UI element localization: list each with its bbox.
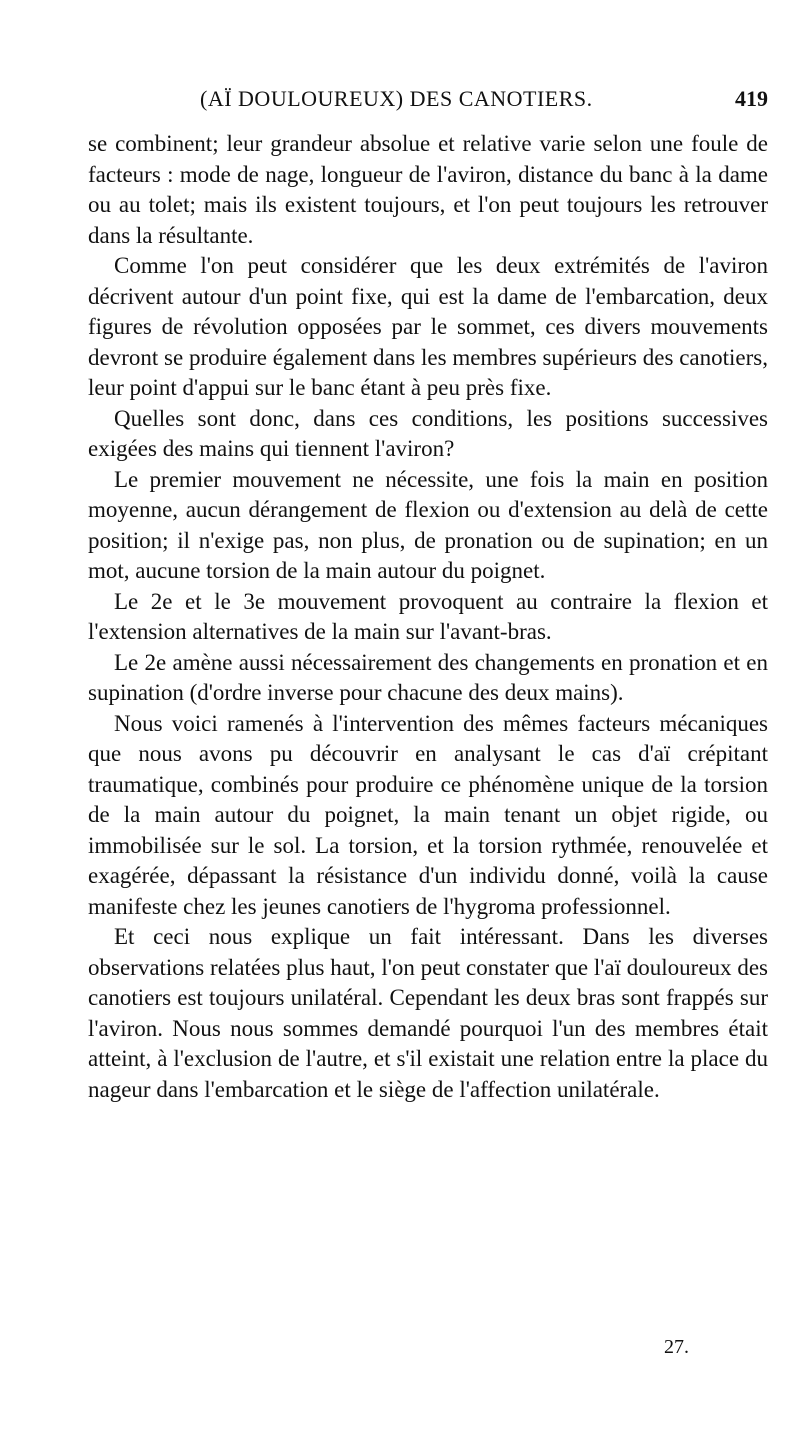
paragraph: Le 2e amène aussi nécessairement des changements en pronation et en supination (d'ordre inverse pour chacune des deux mains). — [88, 649, 768, 705]
paragraph: Comme l'on peut considérer que les deux extrémités de l'aviron décrivent autour d'un point fixe, qui est la dame de l'embarcation, deux figures de révolution opposées par le sommet, ces divers mouvements devront se produire également dans les membres supérieurs des canotiers, leur point d'appui sur le banc étant à peu près fixe. — [88, 253, 768, 400]
paragraph: Nous voici ramenés à l'intervention des mêmes facteurs mécaniques que nous avons pu découvrir en analysant le cas d'aï crépitant traumatique, combinés pour produire ce phénomène unique de la torsion de la main autour du poignet, la main tenant un objet rigide, ou immobilisée sur le sol. La torsion, et la torsion rythmée, renouvelée et exagérée, dépassant la résistance d'un individu donné, voilà la cause manifeste chez les jeunes canotiers de l'hygroma professionnel. — [88, 710, 768, 919]
running-title: (AÏ DOULOUREUX) DES CANOTIERS. — [200, 86, 593, 111]
paragraph: Quelles sont donc, dans ces conditions, les positions successives exigées des mains qui tiennent l'aviron? — [88, 405, 768, 461]
body-text — [88, 129, 768, 1105]
page-number: 419 — [735, 86, 768, 111]
page-header — [88, 86, 768, 116]
paragraph: se combinent; leur grandeur absolue et relative varie selon une foule de facteurs : mode de nage, longueur de l'aviron, distance du banc à la dame ou au tolet; mais ils existent toujours, et l'on peut toujours les retrouver dans la résultante. — [88, 131, 768, 248]
paragraph: Et ceci nous explique un fait intéressant. Dans les diverses observations relatées plus haut, l'on peut constater que l'aï douloureux des canotiers est toujours unilatéral. Cependant les deux bras sont frappés sur l'aviron. Nous nous sommes demandé pourquoi l'un des membres était atteint, à l'exclusion de l'autre, et s'il existait une relation entre la place du nageur dans l'embarcation et le siège de l'affection unilatérale. — [88, 924, 768, 1102]
signature-mark: 27. — [664, 1336, 689, 1358]
paragraph: Le premier mouvement ne nécessite, une fois la main en position moyenne, aucun dérangement de flexion ou d'extension au delà de cette position; il n'exige pas, non plus, de pronation ou de supination; en un mot, aucune torsion de la main autour du poignet. — [88, 466, 768, 583]
paragraph: Le 2e et le 3e mouvement provoquent au contraire la flexion et l'extension alternatives de la main sur l'avant-bras. — [88, 588, 768, 644]
